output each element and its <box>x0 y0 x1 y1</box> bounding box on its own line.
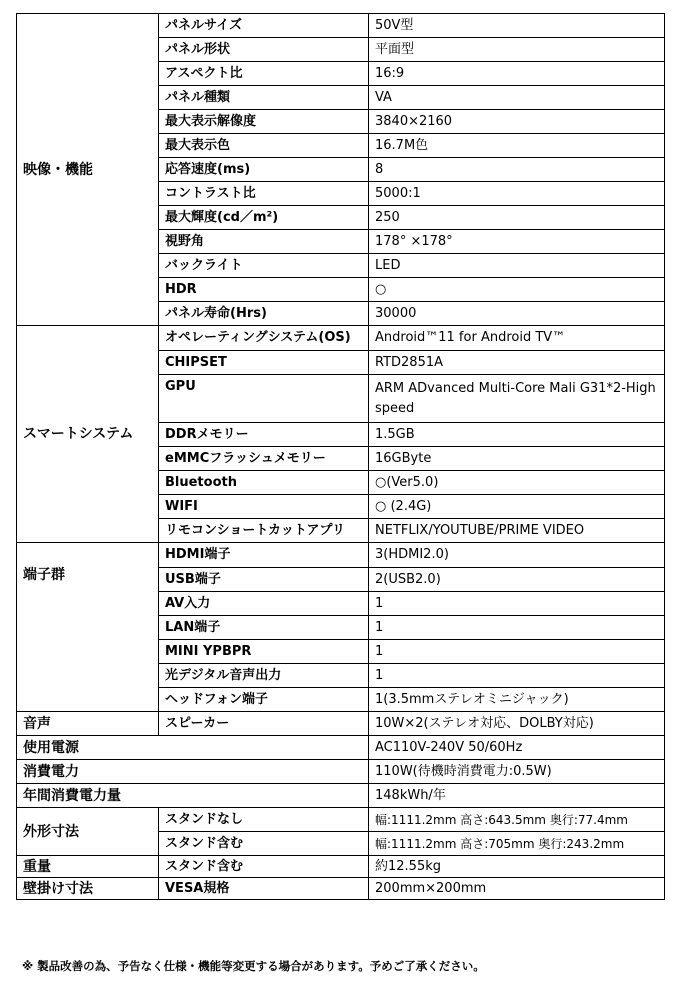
table-row <box>17 14 665 38</box>
spec-value: ARM ADvanced Multi-Core Mali G31*2-High speed <box>369 375 665 423</box>
spec-value: 8 <box>369 158 665 182</box>
spec-label: アスペクト比 <box>159 62 369 86</box>
category-audio: 音声 <box>17 712 159 736</box>
spec-label: HDR <box>159 278 369 302</box>
table-row <box>17 878 665 900</box>
spec-label: Bluetooth <box>159 471 369 495</box>
spec-value: VA <box>369 86 665 110</box>
spec-label: 最大表示色 <box>159 134 369 158</box>
category-power-source: 使用電源 <box>17 736 369 760</box>
spec-label: オペレーティングシステム(OS) <box>159 326 369 351</box>
spec-value: 5000:1 <box>369 182 665 206</box>
table-row <box>17 326 665 351</box>
category-dimensions: 外形寸法 <box>17 808 159 856</box>
category-annual-power: 年間消費電力量 <box>17 784 369 808</box>
spec-label: リモコンショートカットアプリ <box>159 519 369 543</box>
spec-value: ○ <box>369 278 665 302</box>
spec-value: 3(HDMI2.0) <box>369 543 665 568</box>
spec-value: 3840×2160 <box>369 110 665 134</box>
spec-label: パネルサイズ <box>159 14 369 38</box>
spec-label: WIFI <box>159 495 369 519</box>
spec-label: USB端子 <box>159 568 369 592</box>
spec-label: パネル種類 <box>159 86 369 110</box>
spec-label: バックライト <box>159 254 369 278</box>
spec-label: CHIPSET <box>159 351 369 375</box>
spec-value: ○ (2.4G) <box>369 495 665 519</box>
spec-label: 光デジタル音声出力 <box>159 664 369 688</box>
spec-value: 幅:1111.2mm 高さ:705mm 奥行:243.2mm <box>369 832 665 856</box>
spec-value: NETFLIX/YOUTUBE/PRIME VIDEO <box>369 519 665 543</box>
table-row <box>17 808 665 832</box>
spec-value: RTD2851A <box>369 351 665 375</box>
spec-value: 178° ×178° <box>369 230 665 254</box>
spec-table <box>16 13 665 900</box>
spec-value: 148kWh/年 <box>369 784 665 808</box>
category-video: 映像・機能 <box>17 14 159 326</box>
spec-value: 約12.55kg <box>369 856 665 878</box>
spec-value: 1 <box>369 616 665 640</box>
spec-value: 30000 <box>369 302 665 326</box>
spec-label: 最大表示解像度 <box>159 110 369 134</box>
spec-value: 50V型 <box>369 14 665 38</box>
spec-label: VESA規格 <box>159 878 369 900</box>
spec-value: 1 <box>369 664 665 688</box>
spec-label: 応答速度(ms) <box>159 158 369 182</box>
spec-label: コントラスト比 <box>159 182 369 206</box>
spec-label: GPU <box>159 375 369 423</box>
spec-label: eMMCフラッシュメモリー <box>159 447 369 471</box>
spec-value: 16:9 <box>369 62 665 86</box>
spec-label: AV入力 <box>159 592 369 616</box>
spec-value: 16GByte <box>369 447 665 471</box>
spec-label: ヘッドフォン端子 <box>159 688 369 712</box>
spec-label: DDRメモリー <box>159 423 369 447</box>
spec-label: LAN端子 <box>159 616 369 640</box>
spec-label: パネル寿命(Hrs) <box>159 302 369 326</box>
spec-value: Android™11 for Android TV™ <box>369 326 665 351</box>
spec-value: 1 <box>369 592 665 616</box>
spec-label: スタンドなし <box>159 808 369 832</box>
spec-label: スタンド含む <box>159 856 369 878</box>
footnote: ※ 製品改善の為、予告なく仕様・機能等変更する場合があります。予めご了承ください。 <box>22 959 485 973</box>
spec-value: 250 <box>369 206 665 230</box>
table-row <box>17 543 665 568</box>
table-row <box>17 736 665 760</box>
spec-value: 200mm×200mm <box>369 878 665 900</box>
spec-label: MINI YPBPR <box>159 640 369 664</box>
category-wall-mount: 壁掛け寸法 <box>17 878 159 900</box>
category-power-consumption: 消費電力 <box>17 760 369 784</box>
spec-value: AC110V-240V 50/60Hz <box>369 736 665 760</box>
spec-value: 平面型 <box>369 38 665 62</box>
spec-label: スタンド含む <box>159 832 369 856</box>
table-row <box>17 856 665 878</box>
spec-value: 幅:1111.2mm 高さ:643.5mm 奥行:77.4mm <box>369 808 665 832</box>
spec-value: 110W(待機時消費電力:0.5W) <box>369 760 665 784</box>
table-row <box>17 760 665 784</box>
spec-label: スピーカー <box>159 712 369 736</box>
spec-value: 1.5GB <box>369 423 665 447</box>
spec-label: 最大輝度(cd／m²) <box>159 206 369 230</box>
spec-value: 16.7M色 <box>369 134 665 158</box>
spec-value: LED <box>369 254 665 278</box>
category-ports: 端子群 <box>17 543 159 712</box>
spec-value: 2(USB2.0) <box>369 568 665 592</box>
spec-value: 1(3.5mmステレオミニジャック) <box>369 688 665 712</box>
table-row <box>17 712 665 736</box>
spec-value: 1 <box>369 640 665 664</box>
spec-label: パネル形状 <box>159 38 369 62</box>
category-smart-system: スマートシステム <box>17 326 159 543</box>
table-row <box>17 784 665 808</box>
category-weight: 重量 <box>17 856 159 878</box>
spec-label: 視野角 <box>159 230 369 254</box>
spec-value: 10W×2(ステレオ対応、DOLBY対応) <box>369 712 665 736</box>
spec-value: ○(Ver5.0) <box>369 471 665 495</box>
spec-label: HDMI端子 <box>159 543 369 568</box>
